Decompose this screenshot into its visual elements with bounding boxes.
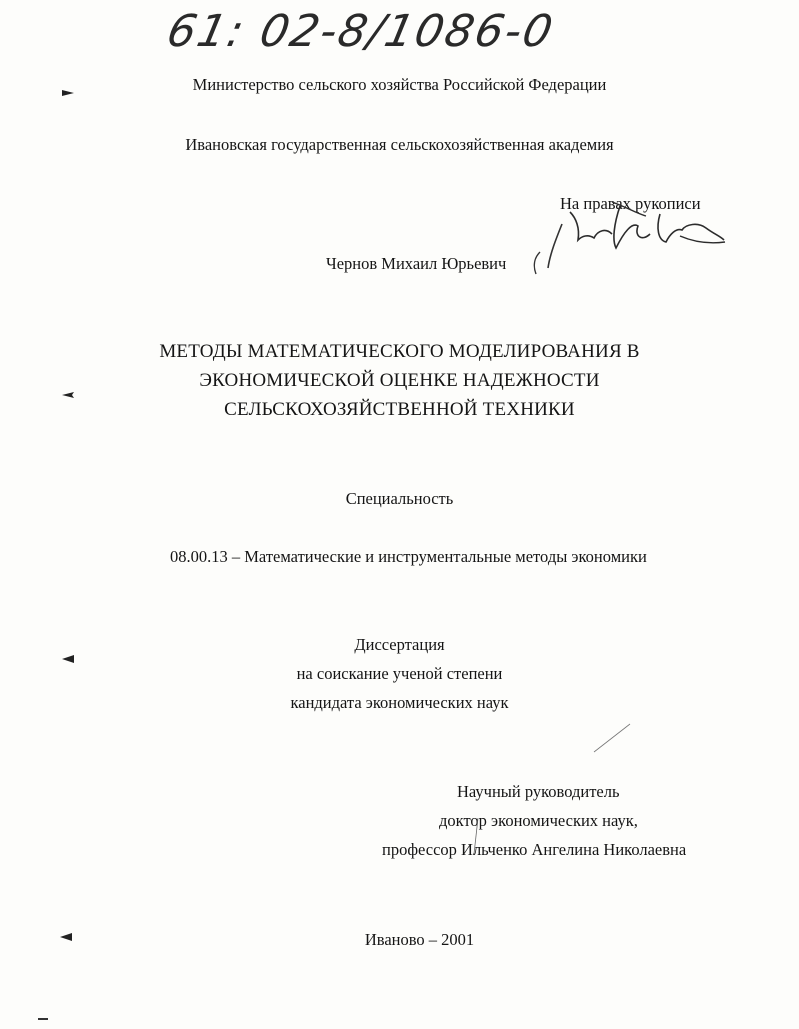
dissertation-type: Диссертация	[354, 635, 445, 654]
specialty-code: 08.00.13 – Математические и инструментальные методы экономики	[170, 547, 647, 566]
specialty-label: Специальность	[345, 489, 454, 508]
title-line: ЭКОНОМИЧЕСКОЙ ОЦЕНКЕ НАДЕЖНОСТИ	[199, 370, 600, 391]
place-year: Иваново – 2001	[364, 930, 475, 949]
margin-dash-icon	[38, 1016, 50, 1022]
margin-arrow-icon	[60, 654, 76, 664]
handwritten-catalog-number: 61: 02-8/1086-0	[162, 6, 559, 57]
dissertation-title	[0, 337, 799, 424]
title-line: СЕЛЬСКОХОЗЯЙСТВЕННОЙ ТЕХНИКИ	[224, 399, 575, 420]
pencil-scratch-mark	[592, 722, 632, 754]
degree-field: кандидата экономических наук	[290, 693, 509, 712]
pencil-scratch-mark	[470, 816, 484, 856]
academy-heading: Ивановская государственная сельскохозяйственная академия	[185, 135, 614, 154]
author-bracket-mark	[530, 250, 544, 276]
supervisor-degree: доктор экономических наук,	[439, 811, 638, 830]
author-name: Чернов Михаил Юрьевич	[326, 254, 507, 273]
ministry-heading: Министерство сельского хозяйства Российской Федерации	[192, 75, 607, 94]
degree-line: на соискание ученой степени	[296, 664, 503, 683]
supervisor-name: профессор Ильченко Ангелина Николаевна	[382, 840, 687, 859]
author-signature	[520, 184, 735, 274]
supervisor-label: Научный руководитель	[457, 782, 620, 801]
manuscript-note: На правах рукописи	[560, 194, 701, 213]
title-line: МЕТОДЫ МАТЕМАТИЧЕСКОГО МОДЕЛИРОВАНИЯ В	[159, 341, 640, 362]
